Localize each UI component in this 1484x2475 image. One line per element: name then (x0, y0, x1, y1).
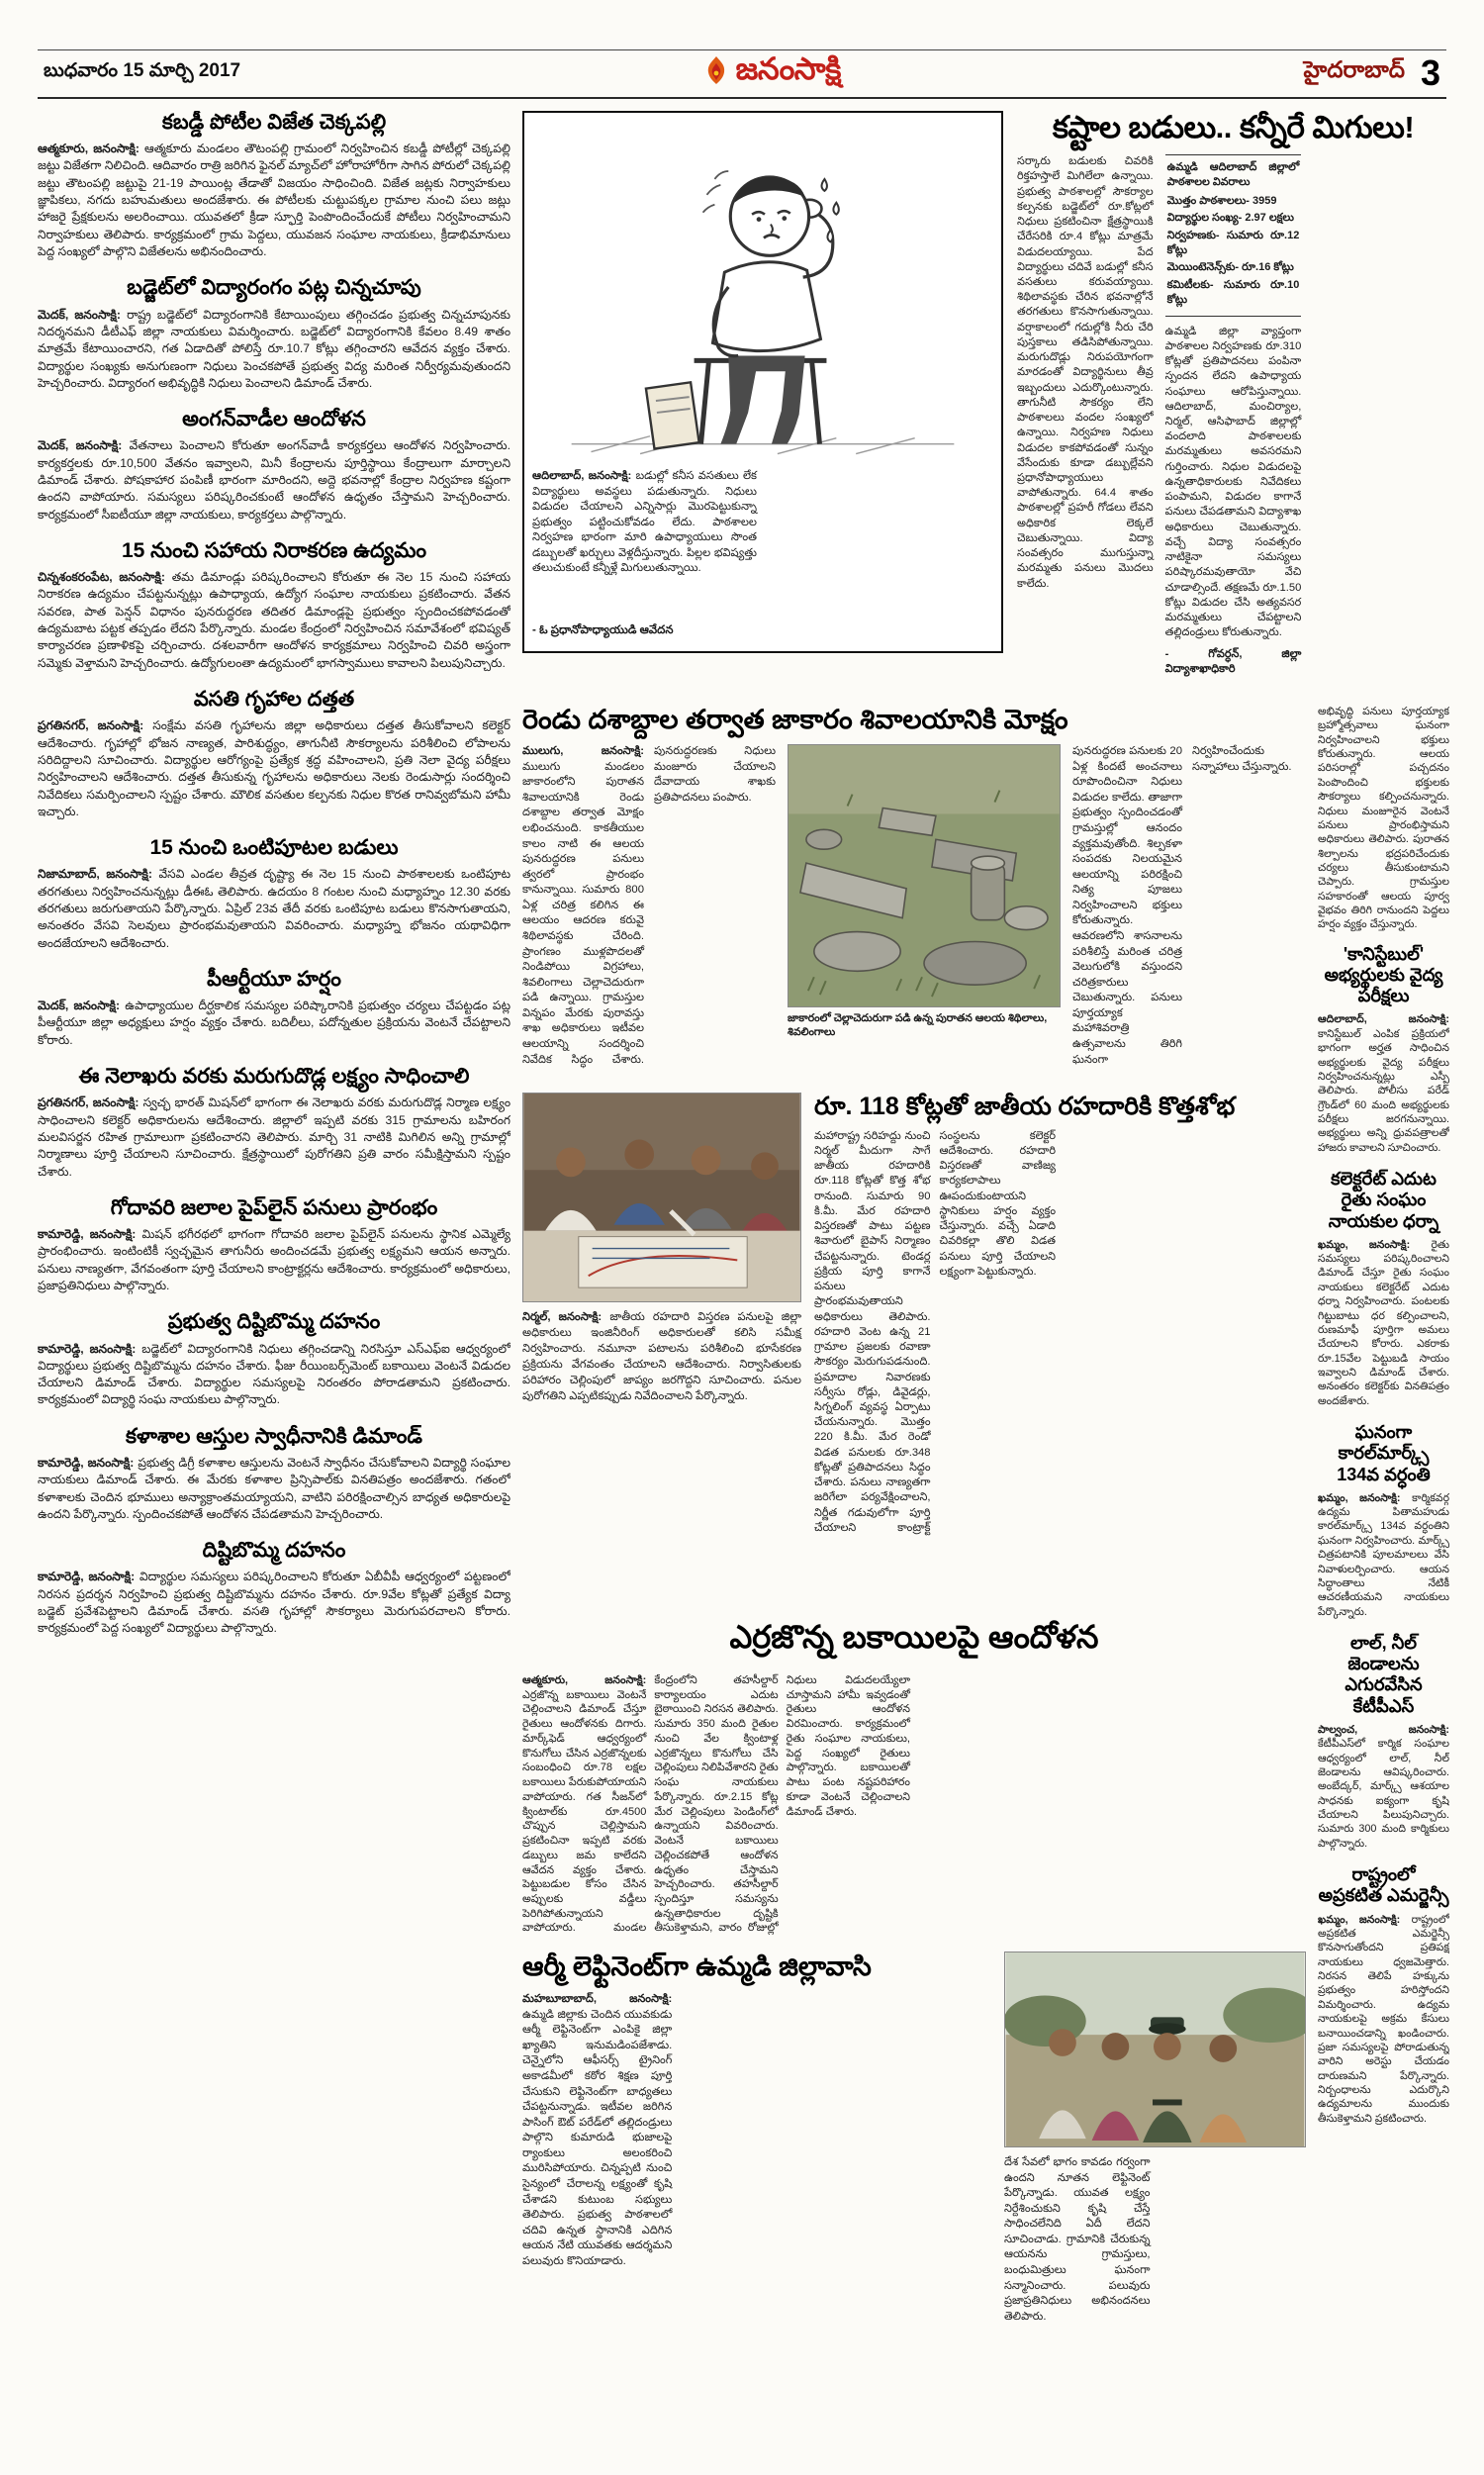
article-headline: ప్రభుత్వ దిష్టిబొమ్మ దహనం (167, 1310, 381, 1334)
article-godavari-pipeline (38, 1196, 510, 1294)
article-body (1318, 1012, 1449, 1155)
dateline: ఖమ్మం, జనంసాక్షి: (1318, 1491, 1401, 1504)
cartoon-caption (532, 469, 993, 619)
article-prtu (38, 968, 510, 1049)
body-text: తమ డిమాండ్లు పరిష్కరించాలని కోరుతూ ఈ నెల 15 నుంచి సహాయ నిరాకరణ ఉద్యమం చేపట్టనున్నట్లు ఉపాధ్యాయ, ఉద్యోగ సంఘాల నాయకులు ప్రకటించారు. వేతన సవరణ, పాత పెన్షన్ విధానం పునరుద్ధరణ తదితర డిమాండ్లపై ప్రభుత్వం స్పందించకపోవడంతో ఉద్యమబాట పట్టక తప్పడం లేదని పేర్కొన్నారు. మండల కేంద్రంలో నిర్వహించిన సమావేశంలో భవిష్యత్ కార్యాచరణ ప్రణాళికపై చర్చించారు. దశలవారీగా ఆందోళన కార్యక్రమాలు నిర్వహించి చివరి అస్త్రంగా సమ్మెకు వెళ్తామని హెచ్చరించారు. ఉద్యోగులంతా ఉద్యమంలో భాగస్వాములు కావాలని పిలుపునిచ్చారు. (38, 570, 510, 670)
body-text: ఎర్రజొన్న బకాయిలు వెంటనే చెల్లించాలని డిమాండ్ చేస్తూ రైతులు ఆందోళనకు దిగారు. మార్క్‌ఫెడ్ ఆధ్వర్యంలో కొనుగోలు చేసిన ఎర్రజొన్నలకు సంబంధించి రూ.78 లక్షల బకాయిలు పేరుకుపోయాయని వాపోయారు. గత సీజన్‌లో క్వింటాల్‌కు రూ.4500 చొప్పున చెల్లిస్తామని ప్రకటించినా ఇప్పటి వరకు డబ్బులు జమ కాలేదని ఆవేదన వ్యక్తం చేశారు. పెట్టుబడుల కోసం చేసిన అప్పులకు వడ్డీలు పెరిగిపోతున్నాయని వాపోయారు. మండల కేంద్రంలోని తహసీల్దార్ కార్యాలయం ఎదుట బైఠాయించి నిరసన తెలిపారు. సుమారు 350 మంది రైతుల నుంచి వేల క్వింటాళ్ల ఎర్రజొన్నలు కొనుగోలు చేసి చెల్లింపులు నిలిపివేశారని రైతు సంఘ నాయకులు పేర్కొన్నారు. రూ.2.15 కోట్ల మేర చెల్లింపులు పెండింగ్‌లో ఉన్నాయని వివరించారు. వెంటనే బకాయిలు చెల్లించకపోతే ఆందోళన ఉధృతం చేస్తామని హెచ్చరించారు. తహసీల్దార్ స్పందిస్తూ సమస్యను ఉన్నతాధికారుల దృష్టికి తీసుకెళ్తామని, వారం రోజుల్లో నిధులు విడుదలయ్యేలా చూస్తామని హామీ ఇవ్వడంతో రైతులు ఆందోళన విరమించారు. కార్యక్రమంలో రైతు సంఘాల నాయకులు, పెద్ద సంఖ్యలో రైతులు పాల్గొన్నారు. బకాయిలతో పాటు పంట నష్టపరిహారం కూడా వెంటనే చెల్లించాలని డిమాండ్ చేశారు. (522, 1674, 910, 1935)
highway-body: మహారాష్ట్ర సరిహద్దు నుంచి నిర్మల్ మీదుగా సాగే జాతీయ రహదారికి రూ.118 కోట్లతో కొత్త శోభ రానుంది. సుమారు 90 కి.మీ. మేర రహదారి విస్తరణతో పాటు పట్టణ శివారులో బైపాస్ నిర్మాణం చేపట్టనున్నారు. టెండర్ల ప్రక్రియ పూర్తి కాగానే పనులు ప్రారంభమవుతాయని అధికారులు తెలిపారు. రహదారి వెంట ఉన్న 21 గ్రామాల ప్రజలకు రవాణా సౌకర్యం మెరుగుపడనుంది. ప్రమాదాల నివారణకు సర్వీసు రోడ్లు, డివైడర్లు, సిగ్నలింగ్ వ్యవస్థ ఏర్పాటు చేయనున్నారు. మొత్తం 220 కి.మీ. మేర రెండో విడత పనులకు రూ.348 కోట్లతో ప్రతిపాదనలు సిద్ధం చేశారు. పనులు నాణ్యతగా జరిగేలా పర్యవేక్షించాలని, నిర్ణీత గడువులోగా పూర్తి చేయాలని కాంట్రాక్ట్ సంస్థలను కలెక్టర్ ఆదేశించారు. రహదారి విస్తరణతో వాణిజ్య కార్యకలాపాలు ఊపందుకుంటాయని స్థానికులు హర్షం వ్యక్తం చేస్తున్నారు. వచ్చే ఏడాది చివరికల్లా తొలి విడత పనులు పూర్తి చేయాలని లక్ష్యంగా పెట్టుకున్నారు. (814, 1129, 1056, 1534)
highway-photo-block (522, 1093, 801, 1550)
dateline: ఆదిలాబాద్, జనంసాక్షి: (1318, 1013, 1449, 1026)
dateline: నిర్మల్, జనంసాక్షి: (522, 1311, 603, 1323)
article-body (38, 1569, 510, 1637)
article-headline: 'కానిస్టేబుల్' అభ్యర్థులకు వైద్య పరీక్షలు (1324, 943, 1443, 1006)
dateline: కామారెడ్డి, జనంసాక్షి: (38, 1570, 136, 1584)
cartoon-illustration (532, 119, 993, 463)
edition-name: హైదరాబాద్ (1303, 56, 1405, 82)
article-headline: ఈ నెలాఖరు వరకు మరుగుదొడ్ల లక్ష్యం సాధించాలి (78, 1065, 470, 1089)
dateline: కామారెడ్డి, జనంసాక్షి: (38, 1227, 137, 1242)
article-college-assets (38, 1425, 510, 1523)
body-text: ఉమ్మడి జిల్లాకు చెందిన యువకుడు ఆర్మీ లెఫ్టినెంట్‌గా ఎంపికై జిల్లా ఖ్యాతిని ఇనుమడింపజేశాడు. చెన్నైలోని ఆఫీసర్స్ ట్రైనింగ్ అకాడమీలో కఠోర శిక్షణ పూర్తి చేసుకుని లెఫ్టినెంట్‌గా బాధ్యతలు చేపట్టనున్నాడు. ఇటీవల జరిగిన పాసింగ్ ఔట్ పరేడ్‌లో తల్లిదండ్రులు పాల్గొని కుమారుడి భుజాలపై ర్యాంకులు అలంకరించి మురిసిపోయారు. చిన్నప్పటి నుంచి సైన్యంలో చేరాలన్న లక్ష్యంతో కృషి చేశాడని కుటుంబ సభ్యులు తెలిపారు. ప్రభుత్వ పాఠశాలలో చదివి ఉన్నత స్థానానికి ఎదిగిన ఆయన నేటి యువతకు ఆదర్శమని పలువురు కొనియాడారు. (522, 2008, 673, 2267)
article-kabaddi (38, 111, 510, 260)
dateline: కామారెడ్డి, జనంసాక్షి: (38, 1341, 137, 1356)
body-text: బడ్జెట్‌లో విద్యారంగానికి నిధులు తగ్గించడాన్ని నిరసిస్తూ ఎస్ఎఫ్ఐ ఆధ్వర్యంలో విద్యార్థులు ప్రభుత్వ దిష్టిబొమ్మను దహనం చేశారు. ఫీజు రీయింబర్స్‌మెంట్ బకాయిలు వెంటనే విడుదల చేయాలని డిమాండ్ చేశారు. విద్యార్థుల సమస్యలపై నిరంతరం పోరాడతామని ప్రకటించారు. కార్యక్రమంలో విద్యార్థి సంఘ నాయకులు పాల్గొన్నారు. (38, 1341, 510, 1407)
body-text: రాష్ట్ర బడ్జెట్‌లో విద్యారంగానికి కేటాయింపులు తగ్గించడం ప్రభుత్వ చిన్నచూపునకు నిదర్శనమని డీటీఎఫ్ జిల్లా నాయకులు విమర్శించారు. బడ్జెట్‌లో విద్యారంగానికి కేవలం 8.49 శాతం మాత్రమే కేటాయించారని, గత ఏడాదితో పోలిస్తే రూ.10.7 కోట్లు తగ్గించారని ఆవేదన వ్యక్తం చేశారు. విద్యార్థుల సంఖ్యకు అనుగుణంగా నిధులు పెంచకపోతే ప్రభుత్వ విద్య మరింత నిర్వీర్యమవుతుందని హెచ్చరించారు. విద్యారంగ అభివృద్ధికి నిధులు పెంచాలని డిమాండ్ చేశారు. (38, 307, 510, 390)
dateline: మెదక్, జనంసాక్షి: (38, 307, 121, 322)
article-collectorate-dharna (1318, 1169, 1449, 1408)
jowar-dues-story (522, 1619, 1306, 1944)
page-number: 3 (1420, 51, 1440, 93)
article-effigy-burning-sfi (38, 1310, 510, 1408)
article-headline: రాష్ట్రంలో అప్రకటిత ఎమర్జెన్సీ (1318, 1864, 1449, 1906)
temple-headline: రెండు దశాబ్దాల తర్వాత జాకారం శివాలయానికి మోక్షం (522, 705, 1068, 734)
article-headline: 15 నుంచి సహాయ నిరాకరణ ఉద్యమం (121, 539, 427, 562)
lead-body-part1: సర్కారు బడులకు చివరికి రిక్తహస్తాలే మిగిలేలా ఉన్నాయి. ప్రభుత్వ పాఠశాలల్లో సౌకర్యాల కల్పనకు బడ్జెట్‌లో రూ.కోట్లలో నిధులు ప్రకటించినా క్షేత్రస్థాయికి చేరేసరికి రూ.4 కోట్లు మాత్రమే విడుదలయ్యాయి. పేద విద్యార్థులు చదివే బడుల్లో కనీస వసతులు కరువయ్యాయి. శిథిలావస్థకు చేరిన భవనాల్లోనే తరగతులు కొనసాగుతున్నాయి. వర్షాకాలంలో గదుల్లోకి నీరు చేరి పుస్తకాలు తడిసిపోతున్నాయి. మరుగుదొడ్లు నిరుపయోగంగా మారడంతో విద్యార్థినులు తీవ్ర ఇబ్బందులు ఎదుర్కొంటున్నారు. తాగునీటి సౌకర్యం లేని పాఠశాలలు వందల సంఖ్యలో ఉన్నాయి. నిర్వహణ నిధులు విడుదల కాకపోవడంతో సున్నం వేసేందుకు కూడా డబ్బుల్లేవని ప్రధానోపాధ్యాయులు వాపోతున్నారు. 64.4 శాతం పాఠశాలల్లో ప్రహరీ గోడలు లేవని అధికారిక లెక్కలే చెబుతున్నాయి. విద్యా సంవత్సరం ముగుస్తున్నా మరమ్మతు పనులు మొదలు కాలేదు. (1017, 155, 1154, 590)
article-body (38, 1226, 510, 1294)
body-text: రైతు సమస్యలు పరిష్కరించాలని డిమాండ్ చేస్తూ రైతు సంఘం నాయకులు కలెక్టరేట్ ఎదుట ధర్నా నిర్వహించారు. పంటలకు గిట్టుబాటు ధర కల్పించాలని, రుణమాఫీ పూర్తిగా అమలు చేయాలని కోరారు. ఎకరాకు రూ.15వేల పెట్టుబడి సాయం ఇవ్వాలని డిమాండ్ చేశారు. అనంతరం కలెక్టర్‌కు వినతిపత్రం అందజేశారు. (1318, 1238, 1449, 1407)
body-text: కేటీపీఎస్‌లో కార్మిక సంఘాల ఆధ్వర్యంలో లాల్, నీల్ జెండాలను ఆవిష్కరించారు. అంబేద్కర్, మార్క్స్ ఆశయాల సాధనకు ఐక్యంగా కృషి చేయాలని పిలుపునిచ్చారు. సుమారు 300 మంది కార్మికులు పాల్గొన్నారు. (1318, 1738, 1449, 1850)
masthead-logo-icon (703, 55, 729, 90)
highway-story (522, 1093, 1306, 1607)
article-headline: పీఆర్టీయూ హర్షం (207, 968, 341, 991)
body-text: కానిస్టేబుల్ ఎంపిక ప్రక్రియలో భాగంగా అర్హత సాధించిన అభ్యర్థులకు వైద్య పరీక్షలు నిర్వహించనున్నట్లు ఎస్పీ తెలిపారు. పోలీసు పరేడ్ గ్రౌండ్‌లో 60 మంది అభ్యర్థులకు పరీక్షలు జరగనున్నాయి. అభ్యర్థులు అన్ని ధ్రువపత్రాలతో హాజరు కావాలని సూచించారు. (1318, 1027, 1449, 1154)
army-officer-photo (1004, 1951, 1306, 2147)
school-stats-box (1165, 154, 1302, 317)
article-body (1318, 1913, 1449, 2126)
highway-headline: రూ. 118 కోట్లతో జాతీయ రహదారికి కొత్తశోభ (814, 1093, 1236, 1120)
caption-text: బడుల్లో కనీస వసతులు లేక విద్యార్థులు అవస్థలు పడుతున్నారు. నిధులు విడుదల చేయాలని ఎన్నిసార్లు మొరపెట్టుకున్నా ప్రభుత్వం పట్టించుకోవడం లేదు. పాఠశాలల నిర్వహణ భారంగా మారి ఉపాధ్యాయులు సొంత డబ్బులతో ఖర్చులు వెళ్లదీస్తున్నారు. పిల్లల భవిష్యత్తు తలుచుకుంటే కన్నీళ్లే మిగులుతున్నాయి. (532, 470, 757, 574)
temple-body-left (522, 744, 776, 1071)
article-headline: బడ్జెట్‌లో విద్యారంగం పట్ల చిన్నచూపు (127, 276, 421, 300)
article-body (1318, 1723, 1449, 1851)
army-body-right: దేశ సేవలో భాగం కావడం గర్వంగా ఉందని నూతన లెఫ్టినెంట్ పేర్కొన్నాడు. యువత లక్ష్యం నిర్దేశించుకుని కృషి చేస్తే సాధించలేనిది ఏదీ లేదని సూచించాడు. గ్రామానికి చేరుకున్న ఆయనను గ్రామస్తులు, బంధుమిత్రులు ఘనంగా సన్మానించారు. పలువురు ప్రజాప్రతినిధులు అభినందనలు తెలిపారు. (1004, 2156, 1151, 2323)
article-body (1318, 1491, 1449, 1619)
article-toilets-target (38, 1065, 510, 1181)
article-headline: లాల్, నీల్ జెండాలను ఎగురవేసిన కేటీపీఎస్ (1345, 1633, 1423, 1716)
temple-body-right (1072, 744, 1302, 1071)
article-flags-ktps (1318, 1633, 1449, 1851)
army-headline: ఆర్మీ లెఫ్టినెంట్‌గా ఉమ్మడి జిల్లావాసి (522, 1951, 872, 1981)
masthead-title: జనంసాక్షి (735, 51, 841, 86)
body-text: సంక్షేమ వసతి గృహాలను జిల్లా అధికారులు దత్తత తీసుకోవాలని కలెక్టర్ ఆదేశించారు. గృహాల్లో భోజన నాణ్యత, పారిశుద్ధ్యం, తాగునీటి సౌకర్యాలను పరిశీలించి లోపాలను సరిదిద్దాలని సూచించారు. విద్యార్థుల ఆరోగ్యంపై ప్రత్యేక శ్రద్ధ వహించాలని, ప్రతి నెలా వైద్య పరీక్షలు నిర్వహించాలని ఆదేశించారు. దత్తత తీసుకున్న గృహాలను అధికారులు నెలకు రెండుసార్లు సందర్శించి నివేదికలు సమర్పించాలని స్పష్టం చేశారు. మౌలిక వసతుల కల్పనకు నిధుల కొరత రానివ్వబోమని హామీ ఇచ్చారు. (38, 718, 510, 818)
article-anganwadi-protest (38, 408, 510, 524)
dateline: ఖమ్మం, జనంసాక్షి: (1318, 1238, 1411, 1251)
article-effigy-burning-abvp (38, 1539, 510, 1637)
dateline: మెదక్, జనంసాక్షి: (38, 438, 123, 453)
article-body (38, 141, 510, 260)
left-column (38, 111, 510, 2471)
body-text: ప్రభుత్వ డిగ్రీ కళాశాల ఆస్తులను వెంటనే స్వాధీనం చేసుకోవాలని విద్యార్థి సంఘాల నాయకులు డిమాండ్ చేశారు. ఈ మేరకు కళాశాల ప్రిన్సిపాల్‌కు వినతిపత్రం అందజేశారు. గతంలో కళాశాలకు చెందిన భూములు అన్యాక్రాంతమయ్యాయని, వాటిని పరిరక్షించాల్సిన బాధ్యత అధికారులపై ఉందని పేర్కొన్నారు. స్పందించకపోతే ఆందోళన చేపడతామని హెచ్చరించారు. (38, 1455, 510, 1521)
article-headline: ఘనంగా కారల్‌మార్క్స్ 134వ వర్ధంతి (1337, 1422, 1431, 1484)
body-text: మిషన్ భగీరథలో భాగంగా గోదావరి జలాల పైప్‌లైన్ పనులను స్థానిక ఎమ్మెల్యే ప్రారంభించారు. ఇంటింటికీ స్వచ్ఛమైన తాగునీరు అందించడమే ప్రభుత్వ లక్ష్యమని ఆయన అన్నారు. పనులు నాణ్యతగా, వేగవంతంగా పూర్తి చేయాలని కాంట్రాక్టర్లను ఆదేశించారు. కార్యక్రమంలో అధికారులు, ప్రజాప్రతినిధులు పాల్గొన్నారు. (38, 1227, 510, 1293)
body-text: రాష్ట్రంలో అప్రకటిత ఎమర్జెన్సీ కొనసాగుతోందని ప్రతిపక్ష నాయకులు ధ్వజమెత్తారు. నిరసన తెలిపే హక్కును ప్రభుత్వం హరిస్తోందని విమర్శించారు. ఉద్యమ నాయకులపై అక్రమ కేసులు బనాయించడాన్ని ఖండించారు. ప్రజా సమస్యలపై పోరాడుతున్న వారిని అరెస్టు చేయడం దారుణమని పేర్కొన్నారు. నిర్బంధాలను ఎదుర్కొని ఉద్యమాలను ముందుకు తీసుకెళ్తామని ప్రకటించారు. (1318, 1913, 1449, 2125)
article-body (38, 1341, 510, 1409)
article-karl-marx (1318, 1422, 1449, 1619)
lead-quote-attribution: - గోవర్ధన్, జిల్లా విద్యాశాఖాధికారి (1164, 647, 1302, 675)
lead-headline: కష్టాల బడులు.. కన్నీరే మిగులు! (1052, 111, 1415, 144)
jowar-headline: ఎర్రజొన్న బకాయిలపై ఆందోళన (729, 1619, 1099, 1655)
temple-ruins-photo (788, 744, 1061, 1007)
article-headline: 15 నుంచి ఒంటిపూటల బడులు (149, 836, 399, 860)
article-budget-education (38, 276, 510, 392)
masthead (703, 51, 841, 94)
article-headline: గోదావరి జలాల పైప్‌లైన్ పనులు ప్రారంభం (110, 1195, 438, 1219)
article-body (38, 569, 510, 672)
temple-story (522, 705, 1306, 1087)
article-body (38, 717, 510, 820)
article-hostel-adoption (38, 688, 510, 820)
article-headline: కళాశాల ఆస్తుల స్వాధీనానికి డిమాండ్ (126, 1424, 422, 1448)
body-text: స్వచ్ఛ భారత్ మిషన్‌లో భాగంగా ఈ నెలాఖరు వరకు మరుగుదొడ్ల నిర్మాణ లక్ష్యం సాధించాలని కలెక్టర్ అధికారులను ఆదేశించారు. జిల్లాలో ఇప్పటి వరకు 315 గ్రామాలను బహిరంగ మలవిసర్జన రహిత గ్రామాలుగా ప్రకటించారని తెలిపారు. మార్చి 31 నాటికి మిగిలిన అన్ని గ్రామాల్లో నిర్మాణాలు పూర్తి చేయాలని సూచించారు. క్షేత్రస్థాయిలో పురోగతిని ప్రతి వారం సమీక్షిస్తామని స్పష్టం చేశారు. (38, 1095, 510, 1179)
body-text: జాతీయ రహదారి విస్తరణ పనులపై జిల్లా అధికారులు ఇంజినీరింగ్ అధికారులతో కలిసి సమీక్ష నిర్వహించారు. నమూనా పటాలను పరిశీలించి భూసేకరణ ప్రక్రియను వేగవంతం చేయాలని ఆదేశించారు. నిర్వాసితులకు పరిహారం చెల్లింపులో జాప్యం జరగొద్దని సూచించారు. పనుల పురోగతిని ఎప్పటికప్పుడు నివేదించాలని పేర్కొన్నారు. (522, 1311, 802, 1402)
lead-body-part2: ఉమ్మడి జిల్లా వ్యాప్తంగా పాఠశాలల నిర్వహణకు రూ.310 కోట్లతో ప్రతిపాదనలు పంపినా స్పందన లేదని ఉపాధ్యాయ సంఘాలు ఆరోపిస్తున్నాయి. ఆదిలాబాద్, మంచిర్యాల, నిర్మల్, ఆసిఫాబాద్ జిల్లాల్లో వందలాది పాఠశాలలకు మరమ్మతులు అవసరమని గుర్తించారు. నిధుల విడుదలపై ఉన్నతాధికారులకు నివేదికలు పంపామని, విడుదల కాగానే పనులు చేపడతామని విద్యాశాఖ అధికారులు చెబుతున్నారు. వచ్చే విద్యా సంవత్సరం నాటికైనా సమస్యలు పరిష్కారమవుతాయో వేచి చూడాల్సిందే. తక్షణమే రూ.1.50 కోట్లు విడుదల చేసి అత్యవసర మరమ్మతులు చేపట్టాలని తల్లిదండ్రులు కోరుతున్నారు. (1164, 325, 1302, 639)
highway-main (814, 1093, 1306, 1550)
dateline: చిన్నశంకరంపేట, జనంసాక్షి: (38, 570, 165, 585)
article-noncooperation (38, 539, 510, 672)
dateline: ఆత్మకూరు, జనంసాక్షి: (38, 142, 139, 156)
article-body (38, 1095, 510, 1181)
dateline: పాల్వంచ, జనంసాక్షి: (1318, 1723, 1449, 1736)
article-headline: దిష్టిబొమ్మ దహనం (202, 1539, 346, 1563)
article-halfday-schools (38, 836, 510, 952)
dateline: ములుగు, జనంసాక్షి: (522, 745, 644, 758)
body-text: వేతనాలు పెంచాలని కోరుతూ అంగన్‌వాడీ కార్యకర్తలు ఆందోళన నిర్వహించారు. కార్యకర్తలకు రూ.10,500 వేతనం ఇవ్వాలని, మినీ కేంద్రాలను పూర్తిస్థాయి కేంద్రాలుగా మార్చాలని డిమాండ్ చేశారు. పోషకాహార పంపిణీ భారంగా మారిందని, అద్దె భవనాల్లో కేంద్రాల నిర్వహణ కష్టంగా ఉందని వాపోయారు. సమస్యలు పరిష్కరించకుంటే ఆందోళన ఉధృతం చేస్తామని హెచ్చరించారు. కార్యక్రమంలో సీఐటీయూ జిల్లా నాయకులు, కార్యకర్తలు పాల్గొన్నారు. (38, 438, 510, 522)
road-review-photo (522, 1093, 801, 1302)
editorial-cartoon-box (522, 111, 1003, 653)
dateline: ఆదిలాబాద్, జనంసాక్షి: (532, 470, 632, 482)
army-body-left (522, 1992, 991, 2437)
dateline: కామారెడ్డి, జనంసాక్షి: (38, 1455, 135, 1470)
body-text: ఆత్మకూరు మండలం తౌటంపల్లి గ్రామంలో నిర్వహించిన కబడ్డీ పోటీల్లో చెక్కపల్లి జట్టు విజేతగా నిలిచింది. ఆదివారం రాత్రి జరిగిన ఫైనల్ మ్యాచ్‌లో హోరాహోరీగా సాగిన పోరులో చెక్కపల్లి జట్టు తౌటంపల్లి జట్టుపై 21-19 పాయింట్ల తేడాతో విజయం సాధించింది. విజేత జట్లకు నిర్వాహకులు జ్ఞాపికలు, నగదు బహుమతులు అందజేశారు. ఈ పోటీలకు చుట్టుపక్కల గ్రామాల నుంచి పలు జట్లు హాజరై ప్రేక్షకులను అలరించాయి. యువతలో క్రీడా స్ఫూర్తి పెంపొందించేందుకే పోటీలు నిర్వహించామని నిర్వాహకులు తెలిపారు. కార్యక్రమంలో గ్రామ పెద్దలు, యువజన సంఘాల నాయకులు, క్రీడాభిమానులు పెద్ద సంఖ్యలో పాల్గొని విజేతలను అభినందించారు. (38, 142, 510, 259)
dateline: ప్రగతినగర్, జనంసాక్షి: (38, 1095, 139, 1110)
dateline: ప్రగతినగర్, జనంసాక్షి: (38, 718, 144, 733)
stat-line: విద్యార్థుల సంఖ్య- 2.97 లక్షలు (1166, 212, 1294, 225)
dateline: ఖమ్మం, జనంసాక్షి: (1318, 1913, 1401, 1926)
article-body (38, 998, 510, 1049)
army-lieutenant-story (522, 1951, 1306, 2470)
article-body (38, 307, 510, 393)
stat-line: మొత్తం పాఠశాలలు- 3959 (1166, 194, 1277, 207)
army-main (522, 1951, 991, 2460)
body-text: వేసవి ఎండల తీవ్రత దృష్ట్యా ఈ నెల 15 నుంచి పాఠశాలలకు ఒంటిపూట తరగతులు నిర్వహించనున్నట్లు డీఈఓ తెలిపారు. ఉదయం 8 గంటల నుంచి మధ్యాహ్నం 12.30 వరకు తరగతులు జరుగుతాయని పేర్కొన్నారు. ఏప్రిల్ 23వ తేదీ వరకు ఒంటిపూట బడులు కొనసాగుతాయని, అనంతరం వేసవి సెలవులు ప్రారంభమవుతాయని వివరించారు. మధ్యాహ్న భోజనం యథావిధిగా అందజేయాలని ఆదేశించారు. (38, 867, 510, 950)
article-body (38, 437, 510, 524)
dateline: మహబూబాబాద్, జనంసాక్షి: (522, 1993, 673, 2006)
body-text: కార్మికవర్గ ఉద్యమ పితామహుడు కారల్‌మార్క్స్ 134వ వర్ధంతిని ఘనంగా నిర్వహించారు. మార్క్స్ చిత్రపటానికి పూలమాలలు వేసి నివాళులర్పించారు. ఆయన సిద్ధాంతాలు నేటికీ ఆచరణీయమని నాయకులు పేర్కొన్నారు. (1318, 1491, 1449, 1618)
dateline: నిజామాబాద్, జనంసాక్షి: (38, 867, 152, 882)
article-body (38, 866, 510, 952)
body-text: విద్యార్థుల సమస్యలు పరిష్కరించాలని కోరుతూ ఏబీవీపీ ఆధ్వర్యంలో పట్టణంలో నిరసన ప్రదర్శన నిర్వహించి ప్రభుత్వ దిష్టిబొమ్మను దహనం చేశారు. రూ.9వేల కోట్లతో ప్రత్యేక విద్యా బడ్జెట్ ప్రవేశపెట్టాలని డిమాండ్ చేశారు. వసతి గృహాల్లో సౌకర్యాలు మెరుగుపరచాలని కోరారు. కార్యక్రమంలో పెద్ద సంఖ్యలో విద్యార్థులు పాల్గొన్నారు. (38, 1570, 510, 1636)
highway-body-underphoto (522, 1310, 801, 1405)
stats-title: ఉమ్మడి ఆదిలాబాద్ జిల్లాలో పాఠశాలల వివరాలు (1166, 161, 1300, 189)
dateline: మెదక్, జనంసాక్షి: (38, 999, 121, 1013)
stat-line: మెయింటెనెన్స్‌కు- రూ.16 కోట్లు (1166, 261, 1294, 274)
stat-line: నిర్వహణకు- సుమారు రూ.12 కోట్లు (1166, 229, 1300, 257)
page-header (38, 49, 1446, 99)
article-headline: కబడ్డీ పోటీల విజేత చెక్కపల్లి (161, 111, 387, 134)
article-headline: వసతి గృహాల దత్తత (193, 688, 355, 712)
article-undeclared-emergency (1318, 1864, 1449, 2126)
cartoon-attribution: - ఓ ప్రధానోపాధ్యాయుడి ఆవేదన (532, 623, 674, 636)
body-text: ఉపాధ్యాయుల దీర్ఘకాలిక సమస్యల పరిష్కారానికి ప్రభుత్వం చర్యలు చేపట్టడం పట్ల పీఆర్టీయూ జిల్లా అధ్యక్షులు హర్షం వ్యక్తం చేశారు. బదిలీలు, పదోన్నతుల ప్రక్రియను వెంటనే చేపట్టాలని కోరారు. (38, 999, 510, 1047)
temple-photo-caption: జాకారంలో చెల్లాచెదురుగా పడి ఉన్న పురాతన ఆలయ శిథిలాలు, శివలింగాలు (788, 1012, 1048, 1039)
dateline: ఆత్మకూరు, జనంసాక్షి: (522, 1674, 647, 1686)
lead-story (1017, 111, 1449, 705)
article-body (38, 1455, 510, 1523)
article-headline: అంగన్‌వాడీల ఆందోళన (182, 408, 366, 431)
jowar-body (522, 1673, 1306, 1939)
right-column (1318, 705, 1449, 2470)
article-constable-medical (1318, 944, 1449, 1155)
stat-line: కమిటీలకు- సుమారు రూ.10 కోట్లు (1166, 278, 1300, 307)
army-photo-block (1004, 1951, 1306, 2460)
body-text: పునరుద్ధరణ పనులకు 20 ఏళ్ల కిందటే అంచనాలు రూపొందించినా నిధులు విడుదల కాలేదు. తాజాగా ప్రభుత్వం స్పందించడంతో గ్రామస్తుల్లో ఆనందం వ్యక్తమవుతోంది. శిల్పకళా సంపదకు నిలయమైన ఆలయాన్ని పరిరక్షించి నిత్య పూజలు నిర్వహించాలని భక్తులు కోరుతున్నారు. ఆవరణలోని శాసనాలను పరిశీలిస్తే మరింత చరిత్ర వెలుగులోకి వస్తుందని చరిత్రకారులు చెబుతున్నారు. పనులు పూర్తయ్యాక మహాశివరాత్రి ఉత్సవాలను తిరిగి ఘనంగా నిర్వహించేందుకు సన్నాహాలు చేస్తున్నారు. (1072, 745, 1292, 1066)
lead-story-body (1017, 154, 1449, 695)
header-right (1304, 52, 1440, 94)
temple-photo-block (788, 744, 1061, 1071)
article-headline: కలెక్టరేట్ ఎదుట రైతు సంఘం నాయకుల ధర్నా (1328, 1169, 1439, 1231)
edition-date: బుధవారం 15 మార్చి 2017 (44, 59, 241, 81)
body-text: ములుగు మండలం జాకారంలోని పురాతన శివాలయానికి రెండు దశాబ్దాల తర్వాత మోక్షం లభించనుంది. కాకతీయుల కాలం నాటి ఈ ఆలయ పునరుద్ధరణ పనులు త్వరలో ప్రారంభం కానున్నాయి. సుమారు 800 ఏళ్ల చరిత్ర కలిగిన ఈ ఆలయం ఆదరణ కరువై శిథిలావస్థకు చేరింది. ప్రాంగణం ముళ్లపొదలతో నిండిపోయి విగ్రహాలు, శివలింగాలు చెల్లాచెదురుగా పడి ఉన్నాయి. గ్రామస్తుల విన్నపం మేరకు పురావస్తు శాఖ అధికారులు ఇటీవల ఆలయాన్ని సందర్శించి నివేదిక సిద్ధం చేశారు. పునరుద్ధరణకు నిధులు మంజూరు చేయాలని దేవాదాయ శాఖకు ప్రతిపాదనలు పంపారు. (522, 745, 776, 1066)
article-body (1318, 1238, 1449, 1408)
temple-continuation: అభివృద్ధి పనులు పూర్తయ్యాక బ్రహ్మోత్సవాలు ఘనంగా నిర్వహించాలని భక్తులు కోరుతున్నారు. ఆలయ పరిసరాల్లో పచ్చదనం పెంపొందించి భక్తులకు సౌకర్యాలు కల్పించనున్నారు. నిధులు మంజూరైన వెంటనే పనులు ప్రారంభిస్తామని అధికారులు తెలిపారు. పురాతన శిల్పాలను భద్రపరిచేందుకు చర్యలు తీసుకుంటామని చెప్పారు. గ్రామస్తుల సహకారంతో ఆలయ పూర్వ వైభవం తిరిగి రానుందని పెద్దలు హర్షం వ్యక్తం చేస్తున్నారు. (1318, 706, 1449, 931)
